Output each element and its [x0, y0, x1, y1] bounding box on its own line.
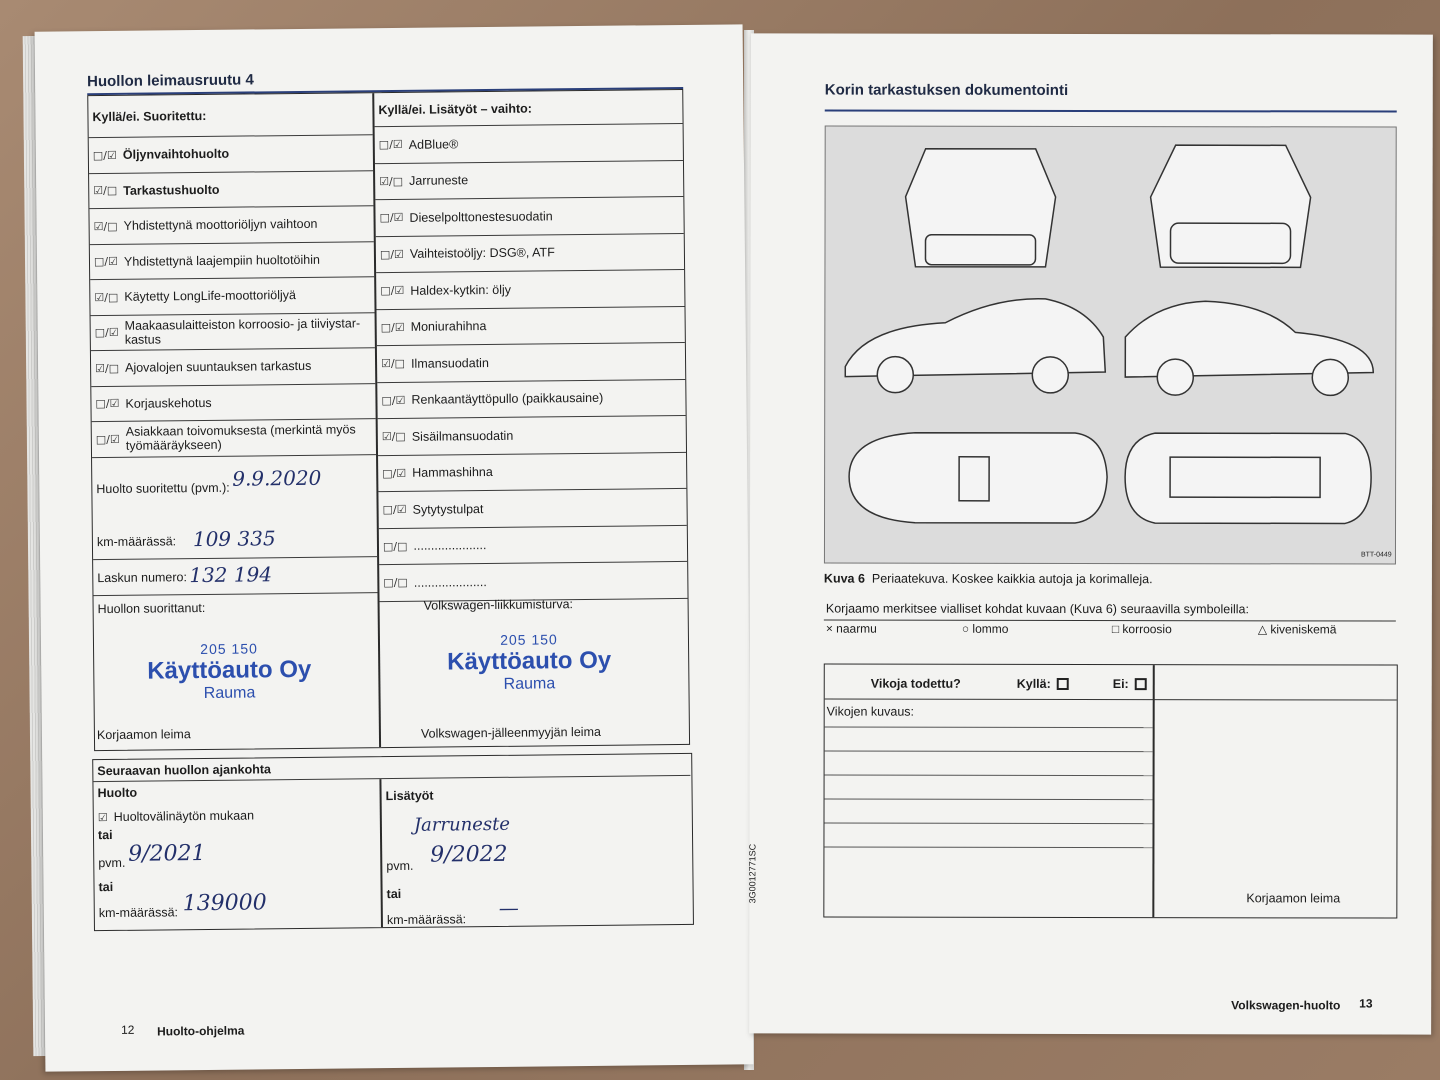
yes-no-checkbox[interactable]: □/☑: [380, 320, 405, 334]
col2-row: [377, 343, 685, 383]
date-value: 9.9.2020: [232, 465, 322, 491]
col1-row-label: Tarkastushuolto: [123, 182, 220, 198]
col2-row: [377, 306, 685, 346]
faults-form: [823, 664, 1397, 919]
next-divider: [379, 779, 382, 927]
document-code: 3G0012771SC: [747, 843, 758, 904]
front-grille: [1170, 223, 1290, 263]
right-front-wheel: [1312, 359, 1348, 395]
yes-no-checkbox[interactable]: □/☑: [94, 326, 119, 340]
caption-label: Kuva 6: [823, 571, 865, 586]
yes-no-checkbox[interactable]: □/□: [383, 576, 408, 590]
right-page: [749, 33, 1433, 1034]
extra-date-value: 9/2022: [430, 841, 508, 868]
section-title: Huollon leimausruutu 4: [87, 71, 254, 91]
col1-header: Kyllä/ei. Suoritettu:: [88, 93, 372, 138]
col2-row: [378, 452, 686, 492]
col1-row-label: Asiakkaan toivomuksesta (merkintä myös työmääräykseen): [125, 422, 356, 454]
col1-row: [91, 313, 375, 351]
no-checkbox[interactable]: [1135, 678, 1147, 690]
workshop-stamp-label: Korjaamon leima: [1246, 891, 1341, 906]
warranty-label: Volkswagen-liikkumisturva:: [423, 597, 574, 613]
col2-row-label: Vaihteistoöljy: DSG®, ATF: [409, 245, 555, 262]
stamp-town: Rauma: [503, 675, 556, 693]
col2-row: [376, 233, 684, 273]
yes-no-checkbox[interactable]: ☑/□: [93, 184, 118, 198]
description-line[interactable]: [824, 847, 1152, 849]
col1-row-label: Käytetty LongLife-moottoriöljyä: [124, 288, 297, 305]
extra-km-value: —: [498, 895, 519, 920]
next-title: Seuraavan huollon ajankohta: [93, 754, 690, 782]
description-line[interactable]: [825, 775, 1153, 777]
invoice-label: Laskun numero:: [97, 569, 188, 585]
next-km-label: km-määrässä:: [98, 905, 179, 921]
yes-no-checkbox[interactable]: □/☑: [380, 284, 405, 298]
chassis-frame: [1170, 457, 1320, 497]
col2-row-label: .....................: [413, 574, 487, 590]
or-label: tai: [97, 827, 113, 843]
col2-row-label: AdBlue®: [408, 137, 459, 152]
workshop-stamp: [124, 640, 335, 704]
col1-row: [89, 135, 373, 173]
col2-row: [379, 562, 687, 602]
col1-row: [89, 206, 373, 244]
extra-km-label: km-määrässä:: [386, 912, 467, 928]
legend-rule: [824, 620, 1396, 622]
left-front-wheel: [877, 357, 913, 393]
col1-row-label: Maakaasulaitteiston korroosio- ja tiiviystar-kastus: [124, 316, 361, 347]
date-label: Huolto suoritettu (pvm.):: [96, 480, 230, 497]
col1-row: [91, 384, 375, 422]
col1-row: [90, 242, 374, 280]
yes-no-checkbox[interactable]: □/☑: [95, 432, 120, 446]
or-label: tai: [98, 879, 114, 895]
col2-row: [379, 525, 687, 565]
col2-row: [377, 379, 685, 419]
interval-row: [98, 808, 254, 824]
yes-no-checkbox[interactable]: □/□: [382, 539, 408, 553]
col2-row-label: Moniurahihna: [410, 319, 487, 335]
service-stamp-grid: [87, 89, 690, 751]
yes-no-checkbox[interactable]: □/☑: [381, 393, 406, 407]
description-label: Vikojen kuvaus:: [826, 704, 915, 719]
rear-bumper: [925, 235, 1035, 265]
col1-row-label: Korjauskehotus: [125, 395, 212, 411]
stamp-numbers: 205 150: [200, 640, 258, 658]
col2-row: [375, 160, 683, 200]
col2-row-label: Sisäilmansuodatin: [411, 428, 514, 444]
caption-text: Periaatekuva. Koskee kaikkia autoja ja korimalleja.: [871, 571, 1153, 587]
next-service-grid: [92, 753, 694, 931]
sunroof: [959, 457, 989, 501]
description-line[interactable]: [825, 727, 1153, 729]
car-outlines: [825, 127, 1396, 564]
faults-header-rule: [825, 699, 1397, 701]
faults-label: Vikoja todettu?: [870, 676, 961, 691]
km-value: 109 335: [192, 526, 276, 552]
col2-row: [375, 124, 683, 164]
right-rear-wheel: [1157, 359, 1193, 395]
left-page: [35, 24, 754, 1071]
col1-row-label: Yhdistettynä laajempiin huoltotöihin: [123, 252, 320, 269]
col2-row: [376, 270, 684, 310]
yes-no-checkbox[interactable]: □/☑: [379, 211, 404, 225]
figure-code: BTT-0449: [1360, 551, 1392, 559]
description-line[interactable]: [824, 823, 1152, 825]
next-date-value: 9/2021: [128, 840, 206, 867]
interval-checkbox: ☑: [97, 811, 108, 825]
yes-no-checkbox[interactable]: □/☑: [95, 397, 120, 411]
yes-no-checkbox[interactable]: ☑/□: [93, 219, 118, 233]
next-date-label: pvm.: [98, 855, 126, 871]
next-col1-header: Huolto: [97, 785, 138, 801]
col2-row-label: .....................: [413, 538, 487, 554]
title-rule: [825, 110, 1397, 112]
symbol-dent: ○ lommo: [961, 621, 1009, 636]
next-col2-header: Lisätyöt: [385, 788, 434, 804]
stamp-name: Käyttöauto Oy: [147, 655, 312, 685]
col1-row: [89, 171, 373, 209]
yes-no-checkbox[interactable]: ☑/□: [381, 430, 406, 444]
section-title: Korin tarkastuksen dokumentointi: [824, 81, 1069, 99]
page-number-right: 13: [1359, 996, 1373, 1011]
col2-row-label: Sytytystulpat: [412, 501, 484, 517]
col2-row-label: Haldex-kytkin: öljy: [410, 282, 512, 298]
instruction: Korjaamo merkitsee vialliset kohdat kuvaan (Kuva 6) seuraavilla symboleilla:: [825, 601, 1249, 617]
col1-row-label: Ajovalojen suuntauksen tarkastus: [124, 359, 312, 376]
col2-row: [378, 489, 686, 529]
no-label: Ei:: [1112, 677, 1129, 692]
yes-no-checkbox[interactable]: □/☑: [92, 148, 117, 162]
col2-row-label: Ilmansuodatin: [410, 355, 489, 371]
yes-no-checkbox[interactable]: □/☑: [379, 247, 404, 261]
interval-label: Huoltovälinäytön mukaan: [113, 808, 255, 824]
dealer-stamp-label: Volkswagen-jälleenmyyjän leima: [420, 724, 601, 741]
col2-row-label: Renkaantäyttöpullo (paikkausaine): [411, 391, 604, 408]
col2-header: Kyllä/ei. Lisätyöt – vaihto:: [374, 90, 682, 127]
footer-right: Volkswagen-huolto: [1231, 998, 1341, 1013]
symbol-scratch: × naarmu: [825, 621, 877, 636]
footer-left: Huolto-ohjelma: [156, 1023, 245, 1039]
stamp-town: Rauma: [203, 684, 256, 703]
extra-date-label: pvm.: [386, 858, 414, 874]
col2-row-label: Jarruneste: [409, 173, 469, 189]
performer-label: Huollon suorittanut:: [97, 600, 206, 617]
invoice-value: 132 194: [189, 562, 273, 588]
col2-row: [378, 416, 686, 456]
next-km-value: 139000: [182, 890, 267, 917]
yes-no-checkbox[interactable]: □/☑: [382, 466, 407, 480]
figure-caption: [824, 572, 1153, 587]
symbol-stone-chip: △ kiveniskemä: [1257, 622, 1337, 637]
description-line[interactable]: [825, 751, 1153, 753]
yes-no-checkbox[interactable]: □/☑: [382, 503, 407, 517]
or-label: tai: [386, 886, 402, 902]
stamp-name: Käyttöauto Oy: [447, 646, 612, 676]
car-diagram: [824, 126, 1397, 565]
col1-row: [91, 348, 375, 386]
page-number-left: 12: [120, 1022, 135, 1037]
yes-no-checkbox[interactable]: □/☑: [93, 255, 119, 269]
description-line[interactable]: [825, 799, 1153, 801]
faults-divider: [1152, 665, 1154, 917]
dealer-stamp: [424, 630, 635, 694]
description-lines: [825, 665, 1397, 666]
yes-no-checkbox[interactable]: ☑/□: [94, 290, 119, 304]
workshop-stamp-label: Korjaamon leima: [96, 727, 191, 743]
col2-row-label: Dieselpolttonestesuodatin: [409, 209, 553, 225]
yes-label: Kyllä:: [1016, 676, 1051, 691]
col1-row: [90, 277, 374, 315]
col1-row-label: Yhdistettynä moottoriöljyn vaihtoon: [123, 217, 318, 234]
extra-work-value: Jarruneste: [413, 813, 511, 836]
yes-no-checkbox[interactable]: ☑/□: [379, 174, 404, 188]
km-label: km-määrässä:: [96, 533, 177, 549]
symbol-corrosion: □ korroosio: [1111, 622, 1172, 637]
col2-row: [375, 197, 683, 237]
stamp-numbers: 205 150: [500, 631, 558, 648]
yes-no-checkbox[interactable]: ☑/□: [95, 361, 120, 375]
col1-row-label: Öljynvaihtohuolto: [122, 146, 230, 163]
yes-checkbox[interactable]: [1057, 678, 1069, 690]
left-rear-wheel: [1032, 357, 1068, 393]
col2-row-label: Hammashihna: [412, 465, 493, 481]
yes-no-checkbox[interactable]: □/☑: [378, 138, 403, 152]
yes-no-checkbox[interactable]: ☑/□: [381, 357, 406, 371]
